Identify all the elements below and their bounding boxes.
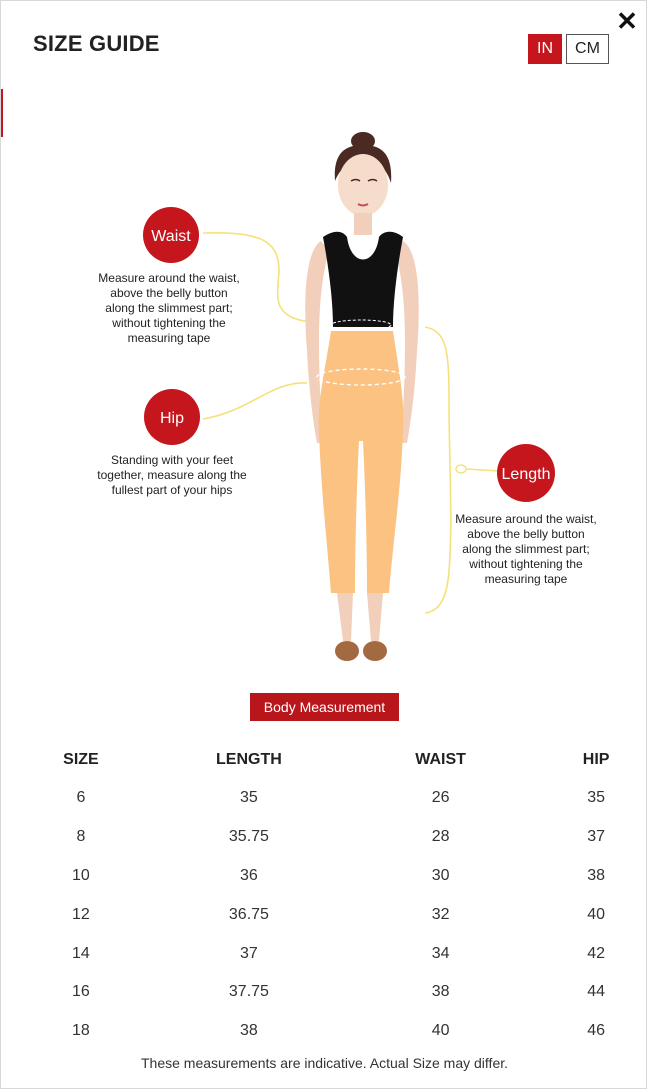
cell-hip: 44 [587,983,606,1001]
cell-waist: 40 [431,1022,450,1040]
cell-hip: 42 [587,944,606,962]
size-table [1,741,647,1051]
table-row [1,1012,647,1051]
left-shoe [335,641,359,661]
cell-length: 36.75 [228,905,269,923]
cell-length: 36 [240,866,258,884]
cell-waist: 26 [431,789,450,807]
cell-length: 35.75 [228,828,269,846]
right-shoe [363,641,387,661]
cell-hip: 40 [587,905,606,923]
table-row [1,818,647,857]
hip-leader-line [203,383,307,419]
waist-desc-line: above the belly button [110,286,228,300]
cell-size: 8 [76,828,86,846]
table-row [1,779,647,818]
header-hip: HIP [582,751,610,768]
cell-size: 6 [76,789,86,807]
table-row [1,895,647,934]
cell-hip: 38 [587,866,606,884]
page-title: SIZE GUIDE [33,31,160,56]
length-desc-line: without tightening the [469,557,583,571]
length-leader-line [425,327,451,613]
length-desc-line: above the belly button [467,527,585,541]
waist-desc-line: Measure around the waist, [98,271,240,285]
waist-desc-line: without tightening the [112,316,226,330]
hip-desc-line: fullest part of your hips [111,483,233,497]
waist-label: Waist [151,228,191,245]
body-measurement-illustration [61,111,621,671]
cell-length: 38 [240,1022,258,1040]
waist-desc-line: along the slimmest part; [105,301,233,315]
length-desc-line: Measure around the waist, [455,512,597,526]
disclaimer-text: These measurements are indicative. Actual Size may differ. [140,1055,509,1071]
length-desc-line: measuring tape [484,572,568,586]
waist-desc-line: measuring tape [127,331,211,345]
edge-accent [1,89,3,137]
pants [319,331,404,593]
table-row [1,934,647,973]
cell-size: 18 [72,1022,90,1040]
close-icon[interactable]: ✕ [616,5,638,36]
cell-length: 35 [240,789,258,807]
cell-waist: 32 [431,905,450,923]
body-measurement-badge: Body Measurement [250,693,399,721]
cell-size: 16 [72,983,90,1001]
cell-hip: 37 [587,828,606,846]
header-length: LENGTH [216,751,282,768]
cell-waist: 30 [431,866,450,884]
unit-button-cm[interactable]: CM [566,34,609,64]
header-waist: WAIST [415,751,466,768]
hip-label: Hip [159,410,185,427]
cell-hip: 35 [587,789,606,807]
cell-waist: 38 [431,983,450,1001]
table-row [1,857,647,896]
hip-desc-line: together, measure along the [97,468,247,482]
cell-waist: 34 [431,944,450,962]
table-row [1,973,647,1012]
cell-hip: 46 [587,1022,606,1040]
cell-waist: 28 [431,828,450,846]
unit-button-in[interactable]: IN [528,34,562,64]
length-label: Length [501,466,551,483]
face [338,154,388,216]
cell-length: 37 [240,944,258,962]
table-header-row [1,741,647,779]
cell-size: 14 [72,944,90,962]
unit-toggle [528,34,609,64]
close-button[interactable] [613,7,641,35]
cell-size: 12 [72,905,90,923]
black-top [323,232,403,327]
length-desc-line: along the slimmest part; [462,542,590,556]
cell-length: 37.75 [228,983,269,1001]
header-size: SIZE [63,751,99,768]
hip-desc-line: Standing with your feet [110,453,234,467]
cell-size: 10 [72,866,90,884]
